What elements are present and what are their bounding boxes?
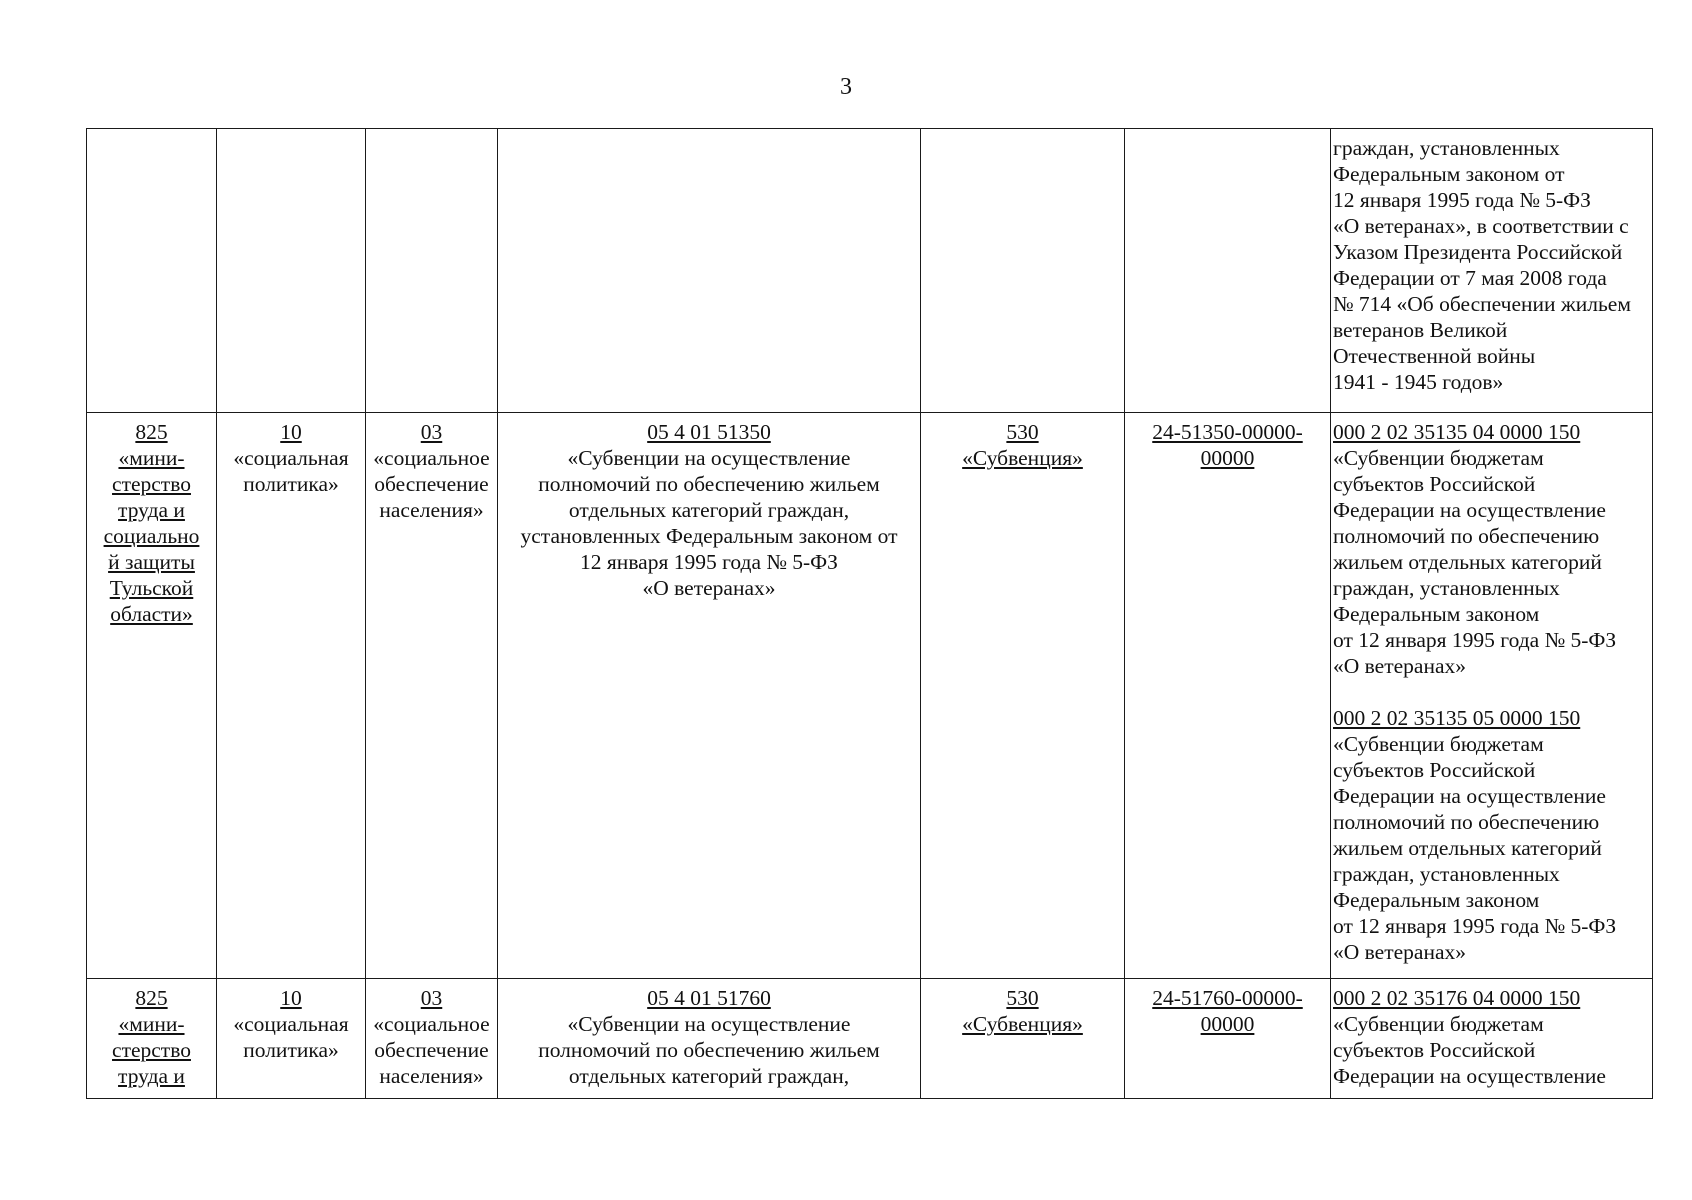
cell-text-line: 12 января 1995 года № 5-ФЗ [580,550,838,574]
cell-text-line: «социальное [373,446,490,470]
revenue-text-line: полномочий по обеспечению [1333,524,1600,548]
subsection-cell [366,129,498,413]
revenue-text-line: «О ветеранах», в соответствии с [1333,214,1629,238]
revenue-text-line: 12 января 1995 года № 5-ФЗ [1333,188,1591,212]
table-row [87,413,1653,979]
cell-text-line: социально [103,524,200,548]
cell-text-line: «О ветеранах» [642,576,776,600]
revenue-text-line: полномочий по обеспечению [1333,810,1600,834]
cell-text-line: «социальная [233,1012,349,1036]
revenue-text-line: «Субвенции бюджетам [1333,1012,1544,1036]
revenue-text-line: жильем отдельных категорий [1333,550,1602,574]
revenue-text-line: № 714 «Об обеспечении жильем [1333,292,1631,316]
section-code: 10 [280,420,302,444]
purpose-code-cell [1125,979,1331,1099]
revenue-code: 000 2 02 35135 05 0000 150 [1333,706,1581,730]
revenue-text-line: Указом Президента Российской [1333,240,1623,264]
cell-text-line: «Субвенции на осуществление [567,1012,851,1036]
cell-text-line: «мини- [118,1012,185,1036]
target-article-code: 05 4 01 51350 [647,420,771,444]
cell-text-line: отдельных категорий граждан, [568,498,850,522]
cell-text-line: «социальное [373,1012,490,1036]
cell-text-line: области» [110,602,193,626]
cell-text-line: полномочий по обеспечению жильем [538,1038,880,1062]
revenue-code: 000 2 02 35176 04 0000 150 [1333,986,1581,1010]
cell-text-line: отдельных категорий граждан, [568,1064,850,1088]
cell-text-line: политика» [243,1038,339,1062]
cell-text-line: й защиты [108,550,195,574]
cell-text-line: «мини- [118,446,185,470]
page-number: 3 [840,74,852,100]
revenue-text-line: Федеральным законом от [1333,162,1565,186]
subsection-code: 03 [420,420,443,444]
target-article-cell [498,413,921,979]
revenue-code-cell [1331,413,1653,979]
expense-type-cell [921,979,1125,1099]
cell-text-line: труда и [118,498,185,522]
subsection-cell [366,979,498,1099]
cell-text-line: «Субвенции на осуществление [567,446,851,470]
admin-cell [87,413,217,979]
admin-code: 825 [135,986,168,1010]
cell-text-line: «социальная [233,446,349,470]
revenue-text-line: «О ветеранах» [1333,654,1466,678]
cell-text-line: стерство [112,1038,191,1062]
revenue-text-line: «О ветеранах» [1333,940,1466,964]
revenue-text-line: жильем отдельных категорий [1333,836,1602,860]
revenue-text-line: Федерации на осуществление [1333,498,1606,522]
revenue-text-line: 1941 - 1945 годов» [1333,370,1504,394]
purpose-code-cell [1125,413,1331,979]
cell-text-line: «Субвенция» [962,446,1083,470]
revenue-text-line: Отечественной войны [1333,344,1536,368]
revenue-text-line: субъектов Российской [1333,758,1536,782]
revenue-text-line: граждан, установленных [1333,136,1560,160]
purpose-code-code: 24-51760-00000- [1152,986,1303,1010]
expense-type-code: 530 [1006,986,1039,1010]
subsection-code: 03 [420,986,443,1010]
cell-text-line: обеспечение [374,472,489,496]
revenue-text-line: Федерации на осуществление [1333,784,1606,808]
revenue-text-line: субъектов Российской [1333,472,1536,496]
admin-cell [87,979,217,1099]
cell-text-line: стерство [112,472,191,496]
cell-text-line: труда и [118,1064,185,1088]
admin-code: 825 [135,420,168,444]
revenue-text-line: от 12 января 1995 года № 5-ФЗ [1333,914,1617,938]
target-article-cell [498,129,921,413]
admin-cell [87,129,217,413]
revenue-text-line: от 12 января 1995 года № 5-ФЗ [1333,628,1617,652]
cell-text-line: «Субвенция» [962,1012,1083,1036]
revenue-text-line: Федерации от 7 мая 2008 года [1333,266,1607,290]
revenue-code-cell [1331,129,1653,413]
table-row [87,979,1653,1099]
section-cell [217,129,366,413]
cell-text-line: населения» [379,1064,484,1088]
purpose-code-code: 24-51350-00000- [1152,420,1303,444]
cell-text-line: установленных Федеральным законом от [520,524,898,548]
cell-text-line: обеспечение [374,1038,489,1062]
section-code: 10 [280,986,302,1010]
cell-text-line: 00000 [1200,446,1255,470]
revenue-code-cell [1331,979,1653,1099]
revenue-text-line: Федерации на осуществление [1333,1064,1606,1088]
revenue-text-line: «Субвенции бюджетам [1333,446,1544,470]
section-cell [217,979,366,1099]
revenue-code: 000 2 02 35135 04 0000 150 [1333,420,1581,444]
expense-type-code: 530 [1006,420,1039,444]
revenue-text-line: Федеральным законом [1333,602,1540,626]
table-row [87,129,1653,413]
target-article-cell [498,979,921,1099]
expense-type-cell [921,413,1125,979]
cell-text-line: политика» [243,472,339,496]
revenue-text-line: субъектов Российской [1333,1038,1536,1062]
revenue-text-line: Федеральным законом [1333,888,1540,912]
cell-text-line: полномочий по обеспечению жильем [538,472,880,496]
cell-text-line: Тульской [109,576,194,600]
budget-classification-table [86,128,1653,1099]
purpose-code-cell [1125,129,1331,413]
cell-text-line: населения» [379,498,484,522]
target-article-code: 05 4 01 51760 [647,986,771,1010]
expense-type-cell [921,129,1125,413]
section-cell [217,413,366,979]
revenue-text-line: ветеранов Великой [1333,318,1508,342]
revenue-text-line: граждан, установленных [1333,862,1560,886]
subsection-cell [366,413,498,979]
block-spacer [1333,679,1650,705]
cell-text-line: 00000 [1200,1012,1255,1036]
revenue-text-line: граждан, установленных [1333,576,1560,600]
revenue-text-line: «Субвенции бюджетам [1333,732,1544,756]
